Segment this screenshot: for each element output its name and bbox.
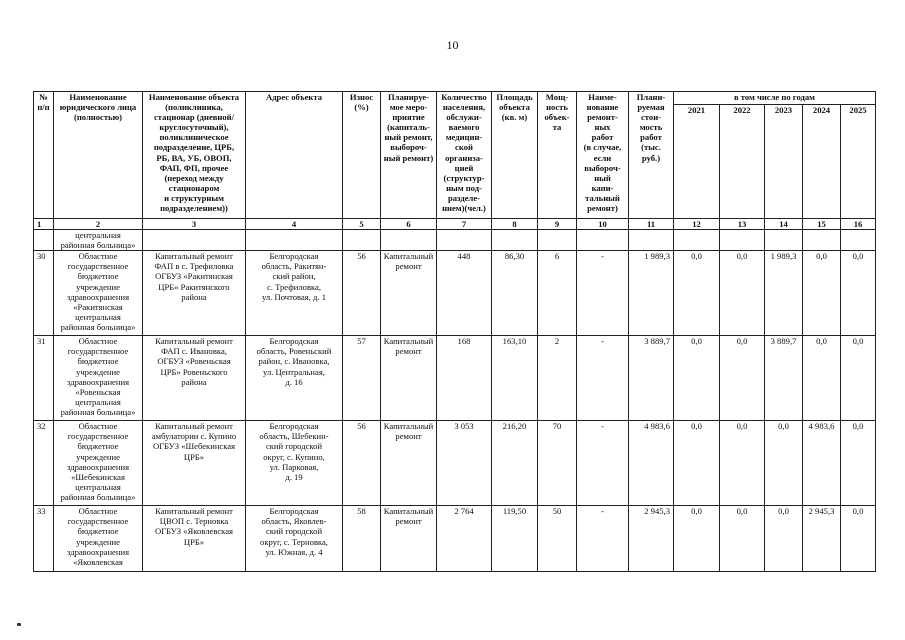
column-number: 12 (674, 219, 720, 230)
row-2021: 0,0 (674, 421, 720, 506)
row-population: 3 053 (437, 421, 492, 506)
row-wear: 57 (343, 336, 381, 421)
row-area: 216,20 (492, 421, 538, 506)
table-row (34, 251, 876, 336)
row-works: - (577, 506, 629, 572)
table-row (34, 336, 876, 421)
row-2024: 2 945,3 (803, 506, 841, 572)
continuation-row (34, 230, 876, 251)
column-number: 1 (34, 219, 54, 230)
row-2022: 0,0 (720, 421, 765, 506)
column-number: 4 (246, 219, 343, 230)
column-numbers-row (34, 219, 876, 230)
column-number: 10 (577, 219, 629, 230)
row-works: - (577, 251, 629, 336)
row-2021: 0,0 (674, 336, 720, 421)
table-header (34, 92, 876, 230)
column-number: 15 (803, 219, 841, 230)
row-2025: 0,0 (841, 506, 876, 572)
row-object: Капитальный ремонт ЦВОП с. Терновка ОГБУЗ «Яковлевская ЦРБ» (143, 506, 246, 572)
row-wear: 58 (343, 506, 381, 572)
row-2024: 0,0 (803, 251, 841, 336)
row-cost: 3 889,7 (629, 336, 674, 421)
column-number: 6 (381, 219, 437, 230)
header-year: 2023 (765, 105, 803, 219)
row-2025: 0,0 (841, 421, 876, 506)
table-body (34, 230, 876, 572)
row-cost: 4 983,6 (629, 421, 674, 506)
header-population: Количество населения, обслужи- ваемого медицин- ской организа- цией (структур- ным под- разделе- нием)(чел.) (437, 92, 492, 219)
header-year: 2021 (674, 105, 720, 219)
table-row (34, 506, 876, 572)
row-2023: 0,0 (765, 506, 803, 572)
row-2024: 4 983,6 (803, 421, 841, 506)
header-activity: Планируе- мое меро- приятие (капиталь- ный ремонт, выбороч- ный ремонт) (381, 92, 437, 219)
row-capacity: 70 (538, 421, 577, 506)
row-number: 31 (34, 336, 54, 421)
row-entity: Областное государственное бюджетное учреждение здравоохранения «Яковлевская (54, 506, 143, 572)
row-address: Белгородская область, Яковлев- ский городской округ, с. Терновка, ул. Южная, д. 4 (246, 506, 343, 572)
row-population: 448 (437, 251, 492, 336)
column-number: 3 (143, 219, 246, 230)
row-capacity: 50 (538, 506, 577, 572)
header-years-title: в том числе по годам (674, 92, 876, 105)
row-works: - (577, 336, 629, 421)
row-entity: Областное государственное бюджетное учреждение здравоохранения «Ракитянская центральная районная больница» (54, 251, 143, 336)
header-wear: Износ (%) (343, 92, 381, 219)
row-number: 33 (34, 506, 54, 572)
row-area: 119,50 (492, 506, 538, 572)
row-number: 32 (34, 421, 54, 506)
header-works: Наиме- нование ремонт- ных работ (в случае, если выбороч- ный капи- тальный ремонт) (577, 92, 629, 219)
row-wear: 56 (343, 421, 381, 506)
column-number: 11 (629, 219, 674, 230)
row-address: Белгородская область, Ровеньский район, с. Ивановка, ул. Центральная, д. 16 (246, 336, 343, 421)
column-number: 16 (841, 219, 876, 230)
row-object: Капитальный ремонт амбулатории с. Купино ОГБУЗ «Шебекинская ЦРБ» (143, 421, 246, 506)
row-2024: 0,0 (803, 336, 841, 421)
row-area: 163,10 (492, 336, 538, 421)
row-area: 86,30 (492, 251, 538, 336)
row-number: 30 (34, 251, 54, 336)
column-number: 2 (54, 219, 143, 230)
row-2025: 0,0 (841, 251, 876, 336)
row-2021: 0,0 (674, 506, 720, 572)
row-2025: 0,0 (841, 336, 876, 421)
row-2023: 3 889,7 (765, 336, 803, 421)
row-2022: 0,0 (720, 506, 765, 572)
row-2022: 0,0 (720, 336, 765, 421)
row-activity: Капитальный ремонт (381, 506, 437, 572)
row-activity: Капитальный ремонт (381, 336, 437, 421)
column-number: 13 (720, 219, 765, 230)
scan-mark (17, 623, 21, 626)
column-number: 8 (492, 219, 538, 230)
row-2023: 0,0 (765, 421, 803, 506)
row-entity: Областное государственное бюджетное учреждение здравоохранения «Шебекинская центральная районная больница» (54, 421, 143, 506)
header-area: Площадь объекта (кв. м) (492, 92, 538, 219)
column-number: 5 (343, 219, 381, 230)
row-2021: 0,0 (674, 251, 720, 336)
header-address: Адрес объекта (246, 92, 343, 219)
row-activity: Капитальный ремонт (381, 251, 437, 336)
row-capacity: 6 (538, 251, 577, 336)
row-cost: 2 945,3 (629, 506, 674, 572)
header-number: № п/п (34, 92, 54, 219)
row-address: Белгородская область, Ракитян- ский район, с. Трефиловка, ул. Почтовая, д. 1 (246, 251, 343, 336)
header-cost: Плани- руемая стои- мость работ (тыс. руб.) (629, 92, 674, 219)
continuation-text: центральная районная больница» (54, 230, 143, 251)
header-capacity: Мощ- ность объек- та (538, 92, 577, 219)
header-entity: Наименование юридического лица (полностью) (54, 92, 143, 219)
row-2023: 1 989,3 (765, 251, 803, 336)
repair-plan-table (33, 91, 876, 572)
column-number: 14 (765, 219, 803, 230)
row-cost: 1 989,3 (629, 251, 674, 336)
row-wear: 56 (343, 251, 381, 336)
row-population: 168 (437, 336, 492, 421)
row-entity: Областное государственное бюджетное учреждение здравоохранения «Ровеньская центральная районная больница» (54, 336, 143, 421)
row-address: Белгородская область, Шебекин- ский городской округ, с. Купино, ул. Парковая, д. 19 (246, 421, 343, 506)
row-capacity: 2 (538, 336, 577, 421)
header-year: 2024 (803, 105, 841, 219)
table-row (34, 421, 876, 506)
row-object: Капитальный ремонт ФАП в с. Трефиловка ОГБУЗ «Ракитянская ЦРБ» Ракитянского района (143, 251, 246, 336)
row-works: - (577, 421, 629, 506)
row-population: 2 764 (437, 506, 492, 572)
header-year: 2022 (720, 105, 765, 219)
row-2022: 0,0 (720, 251, 765, 336)
row-activity: Капитальный ремонт (381, 421, 437, 506)
page-number: 10 (446, 38, 459, 52)
header-year: 2025 (841, 105, 876, 219)
column-number: 9 (538, 219, 577, 230)
row-object: Капитальный ремонт ФАП с. Ивановка, ОГБУЗ «Ровеньская ЦРБ» Ровеньского района (143, 336, 246, 421)
column-number: 7 (437, 219, 492, 230)
header-object: Наименование объекта (поликлиника, стационар (дневной/ круглосуточный), поликлиническое подразделение, ЦРБ, РБ, ВА, УБ, ОВОП, ФАП, ФП, прочее (переход между стационаром и структурным подразделением)) (143, 92, 246, 219)
